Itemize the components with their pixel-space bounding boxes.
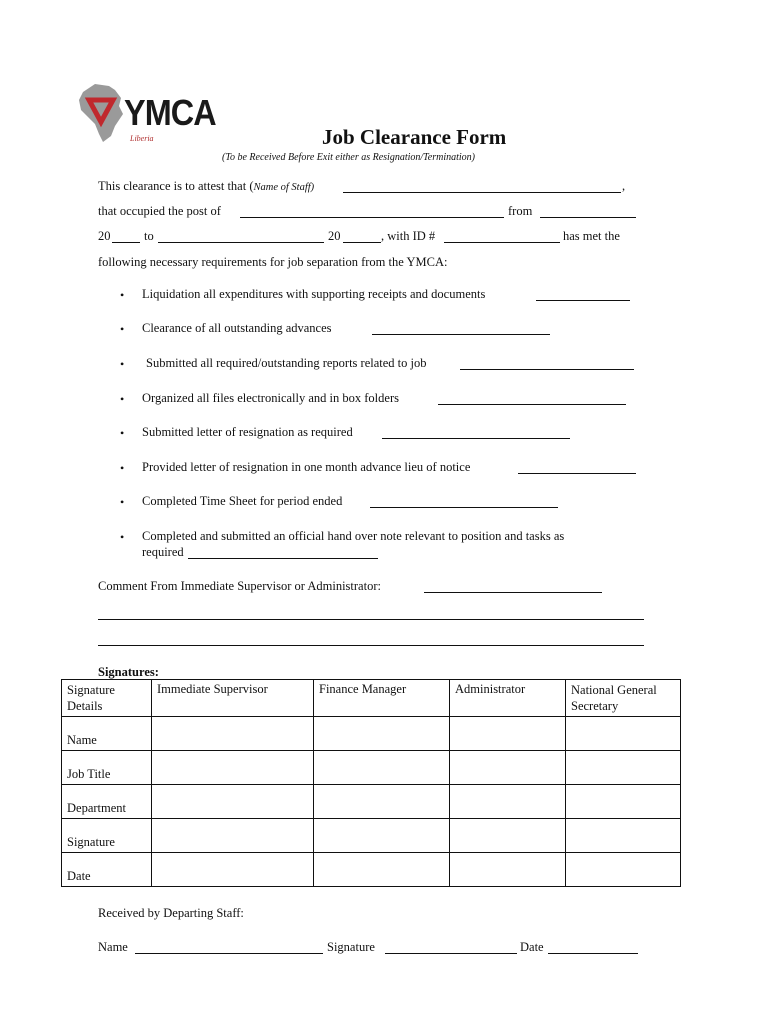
administrator-department-cell[interactable] — [450, 785, 566, 819]
post-label: that occupied the post of — [98, 204, 221, 218]
table-row — [62, 819, 681, 853]
year-prefix-2: 20 — [328, 229, 341, 243]
supervisor-job-title-cell[interactable] — [152, 751, 314, 785]
requirement-field-5[interactable] — [382, 438, 570, 439]
row-label: Name — [62, 717, 152, 751]
to-date-field[interactable] — [158, 242, 324, 243]
finance-job-title-cell[interactable] — [314, 751, 450, 785]
finance-signature-cell[interactable] — [314, 819, 450, 853]
from-label: from — [508, 204, 533, 218]
to-label: to — [144, 229, 154, 243]
finance-department-cell[interactable] — [314, 785, 450, 819]
table-row — [62, 785, 681, 819]
finance-name-cell[interactable] — [314, 717, 450, 751]
requirement-field-1[interactable] — [536, 300, 630, 301]
secretary-signature-cell[interactable] — [566, 819, 681, 853]
bullet-icon: • — [120, 495, 125, 509]
id-label: , with ID # — [381, 229, 436, 243]
comment-label: Comment From Immediate Supervisor or Administrator: — [98, 579, 381, 593]
bullet-icon: • — [120, 461, 125, 475]
administrator-job-title-cell[interactable] — [450, 751, 566, 785]
bullet-icon: • — [120, 392, 125, 406]
received-name-field[interactable] — [135, 953, 323, 954]
received-name-label: Name — [98, 940, 128, 954]
comment-field-line-1[interactable] — [424, 592, 602, 593]
row-label: Signature — [62, 819, 152, 853]
column-header: National General Secretary — [566, 680, 681, 717]
row-label: Job Title — [62, 751, 152, 785]
list-item: Submitted letter of resignation as required — [142, 425, 353, 439]
administrator-signature-cell[interactable] — [450, 819, 566, 853]
list-item: Liquidation all expenditures with supporting receipts and documents — [142, 287, 486, 301]
supervisor-date-cell[interactable] — [152, 853, 314, 887]
requirement-field-6[interactable] — [518, 473, 636, 474]
secretary-date-cell[interactable] — [566, 853, 681, 887]
secretary-department-cell[interactable] — [566, 785, 681, 819]
has-met-text: has met the — [563, 229, 620, 243]
received-date-field[interactable] — [548, 953, 638, 954]
secretary-job-title-cell[interactable] — [566, 751, 681, 785]
list-item: Provided letter of resignation in one month advance lieu of notice — [142, 460, 471, 474]
requirement-field-7[interactable] — [370, 507, 558, 508]
finance-date-cell[interactable] — [314, 853, 450, 887]
from-date-field[interactable] — [540, 217, 636, 218]
requirements-intro: following necessary requirements for job separation from the YMCA: — [98, 255, 448, 269]
signatures-table — [61, 679, 681, 887]
comment-field-line-3[interactable] — [98, 645, 644, 646]
administrator-name-cell[interactable] — [450, 717, 566, 751]
column-header: Immediate Supervisor — [152, 680, 314, 717]
year-field-1[interactable] — [112, 242, 140, 243]
bullet-icon: • — [120, 530, 125, 544]
id-field[interactable] — [444, 242, 560, 243]
requirement-field-4[interactable] — [438, 404, 626, 405]
year-field-2[interactable] — [343, 242, 381, 243]
staff-name-field[interactable] — [343, 192, 621, 193]
supervisor-department-cell[interactable] — [152, 785, 314, 819]
supervisor-signature-cell[interactable] — [152, 819, 314, 853]
post-field[interactable] — [240, 217, 504, 218]
column-header: Administrator — [450, 680, 566, 717]
table-row — [62, 717, 681, 751]
received-signature-label: Signature — [327, 940, 375, 954]
bullet-icon: • — [120, 288, 125, 302]
comment-field-line-2[interactable] — [98, 619, 644, 620]
year-prefix-1: 20 — [98, 229, 111, 243]
row-label: Date — [62, 853, 152, 887]
list-item: Clearance of all outstanding advances — [142, 321, 332, 335]
list-item: Submitted all required/outstanding reports related to job — [146, 356, 427, 370]
received-signature-field[interactable] — [385, 953, 517, 954]
requirement-field-3[interactable] — [460, 369, 634, 370]
list-item: Organized all files electronically and in box folders — [142, 391, 399, 405]
supervisor-name-cell[interactable] — [152, 717, 314, 751]
requirement-field-2[interactable] — [372, 334, 550, 335]
list-item: Completed Time Sheet for period ended — [142, 494, 343, 508]
table-row — [62, 751, 681, 785]
comma: , — [622, 179, 626, 193]
column-header: Signature Details — [62, 680, 152, 717]
requirement-field-8[interactable] — [188, 558, 378, 559]
bullet-icon: • — [120, 322, 125, 336]
brand-subtext: Liberia — [130, 134, 154, 143]
page-title: Job Clearance Form — [322, 125, 507, 149]
list-item: Completed and submitted an official hand over note relevant to position and tasks as — [142, 529, 565, 543]
name-of-staff-hint: Name of Staff) — [253, 182, 315, 193]
bullet-icon: • — [120, 426, 125, 440]
secretary-name-cell[interactable] — [566, 717, 681, 751]
table-row — [62, 853, 681, 887]
intro-line-1 — [98, 179, 314, 194]
list-item-continued: required — [142, 545, 184, 559]
table-header-row — [62, 680, 681, 717]
column-header: Finance Manager — [314, 680, 450, 717]
received-label: Received by Departing Staff: — [98, 906, 244, 920]
administrator-date-cell[interactable] — [450, 853, 566, 887]
signatures-heading: Signatures: — [98, 665, 159, 679]
intro-text: This clearance is to attest that ( — [98, 179, 254, 193]
row-label: Department — [62, 785, 152, 819]
bullet-icon: • — [120, 357, 125, 371]
received-date-label: Date — [520, 940, 544, 954]
page-subtitle: (To be Received Before Exit either as Resignation/Termination) — [222, 152, 476, 163]
brand-text: YMCA — [124, 92, 216, 133]
